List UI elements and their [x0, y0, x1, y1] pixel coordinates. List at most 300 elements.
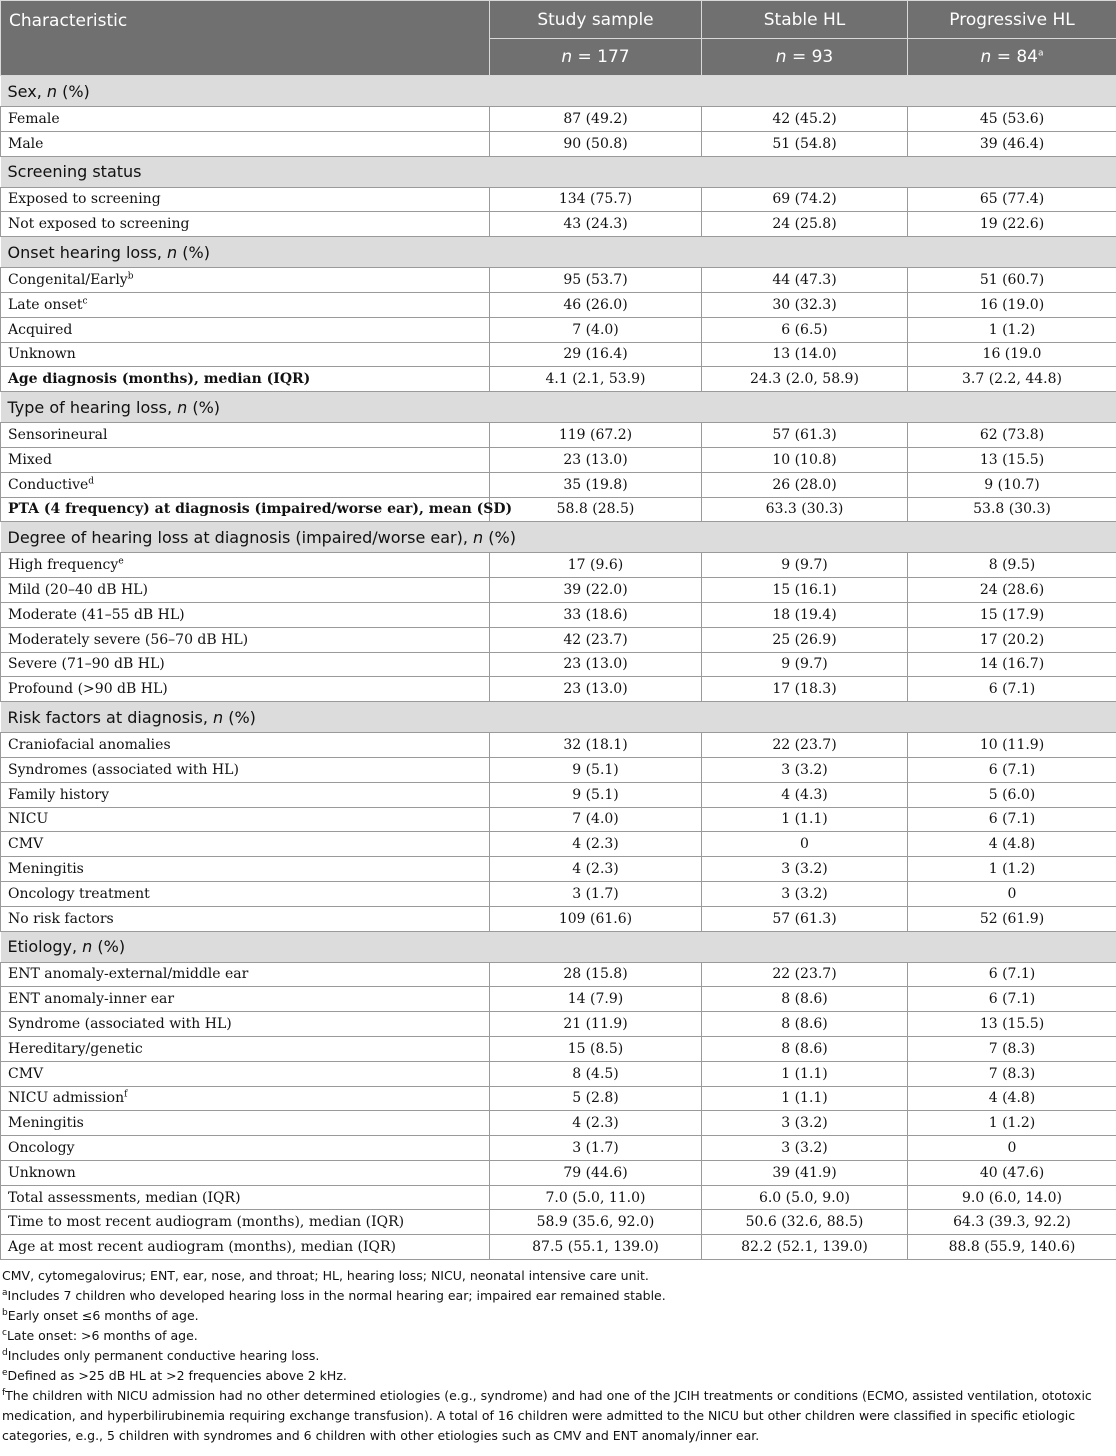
row-label-text: NICU admission	[8, 1090, 125, 1107]
section-row	[1, 76, 1116, 107]
footnote-text: Includes only permanent conductive hearing loss.	[7, 1348, 320, 1364]
section-title: Sex,	[7, 81, 47, 101]
row-label	[1, 107, 490, 132]
section-row	[1, 156, 1116, 187]
table-cell: 1 (1.1)	[702, 807, 908, 832]
section-row	[1, 522, 1116, 553]
footnote-mark: a	[1037, 48, 1044, 59]
section-italic: n	[213, 707, 224, 727]
row-label	[1, 757, 490, 782]
table-cell: 22 (23.7)	[702, 962, 908, 987]
row-label	[1, 1061, 490, 1086]
table-row	[1, 578, 1116, 603]
table-row	[1, 497, 1116, 522]
footnote-mark: c	[82, 296, 88, 307]
row-label	[1, 1185, 490, 1210]
table-cell: 42 (23.7)	[490, 627, 702, 652]
section-label	[1, 392, 1116, 423]
table-cell: 45 (53.6)	[908, 107, 1116, 132]
row-label-text: Mixed	[8, 451, 52, 468]
footnote-text: Defined as >25 dB HL at >2 frequencies above 2 kHz.	[7, 1368, 347, 1384]
table-cell: 29 (16.4)	[490, 342, 702, 367]
table-row	[1, 677, 1116, 702]
row-label-text: Syndrome (associated with HL)	[8, 1016, 232, 1032]
table-row	[1, 652, 1116, 677]
section-row	[1, 237, 1116, 268]
section-title: Degree of hearing loss at diagnosis (impaired/worse ear),	[7, 527, 474, 547]
row-label	[1, 807, 490, 832]
table-row	[1, 1160, 1116, 1185]
row-label	[1, 1235, 490, 1260]
table-row	[1, 733, 1116, 758]
row-label	[1, 782, 490, 807]
table-row	[1, 1036, 1116, 1061]
table-cell: 6.0 (5.0, 9.0)	[702, 1185, 908, 1210]
table-cell: 4 (2.3)	[490, 832, 702, 857]
section-title: Etiology,	[7, 937, 83, 957]
table-cell: 1 (1.2)	[908, 317, 1116, 342]
table-row	[1, 187, 1116, 212]
row-label	[1, 857, 490, 882]
table-cell: 50.6 (32.6, 88.5)	[702, 1210, 908, 1235]
table-cell: 9 (9.7)	[702, 652, 908, 677]
table-cell: 46 (26.0)	[490, 292, 702, 317]
row-label-text: Time to most recent audiogram (months), median (IQR)	[8, 1214, 405, 1231]
table-row	[1, 881, 1116, 906]
table-cell: 5 (2.8)	[490, 1086, 702, 1111]
footnote	[2, 1386, 1114, 1446]
header-n-count	[702, 39, 908, 76]
row-label	[1, 447, 490, 472]
row-label	[1, 292, 490, 317]
section-italic: n	[177, 397, 188, 417]
row-label-text: NICU	[8, 811, 49, 828]
table-cell: 39 (22.0)	[490, 578, 702, 603]
table-cell: 16 (19.0)	[908, 292, 1116, 317]
table-cell: 0	[908, 1136, 1116, 1161]
table-cell: 16 (19.0	[908, 342, 1116, 367]
table-cell: 8 (9.5)	[908, 553, 1116, 578]
row-label	[1, 367, 490, 392]
row-label-text: Craniofacial anomalies	[8, 737, 171, 754]
section-label	[1, 76, 1116, 107]
row-label-text: Congenital/Early	[8, 272, 128, 289]
table-cell: 14 (16.7)	[908, 652, 1116, 677]
table-cell: 4 (4.3)	[702, 782, 908, 807]
header-study-sample: Study sample	[490, 1, 702, 39]
table-cell: 40 (47.6)	[908, 1160, 1116, 1185]
table-cell: 13 (15.5)	[908, 447, 1116, 472]
table-cell: 10 (11.9)	[908, 733, 1116, 758]
footnote-mark: e	[118, 556, 124, 567]
table-cell: 28 (15.8)	[490, 962, 702, 987]
table-cell: 87 (49.2)	[490, 107, 702, 132]
table-cell: 69 (74.2)	[702, 187, 908, 212]
footnote-text: The children with NICU admission had no other determined etiologies (e.g., syndrome) and had one of the JCIH treatments or conditions (ECMO, assisted ventilation, ototoxic medication, and hyperbilirubinemia requiring exchange transfusion). A total of 16 children were admitted to the NICU but other children were classified in specific etiologic categories, e.g., 5 children with syndromes and 6 children with other etiologies such as CMV and ENT anomaly/inner ear.	[2, 1388, 1092, 1444]
table-row	[1, 367, 1116, 392]
row-label-text: Unknown	[8, 1164, 76, 1181]
row-label-text: Not exposed to screening	[8, 216, 190, 233]
table-cell: 18 (19.4)	[702, 602, 908, 627]
row-label	[1, 962, 490, 987]
table-cell: 57 (61.3)	[702, 906, 908, 931]
table-cell: 26 (28.0)	[702, 472, 908, 497]
table-cell: 23 (13.0)	[490, 652, 702, 677]
table-cell: 3 (3.2)	[702, 757, 908, 782]
table-cell: 4 (2.3)	[490, 1111, 702, 1136]
row-label-text: Male	[8, 135, 44, 152]
table-cell: 4 (4.8)	[908, 1086, 1116, 1111]
section-italic: n	[82, 937, 93, 957]
section-title: Type of hearing loss,	[7, 397, 178, 417]
table-cell: 51 (60.7)	[908, 268, 1116, 293]
table-row	[1, 757, 1116, 782]
table-row	[1, 268, 1116, 293]
row-label	[1, 652, 490, 677]
table-cell: 87.5 (55.1, 139.0)	[490, 1235, 702, 1260]
row-label	[1, 627, 490, 652]
table-row	[1, 1061, 1116, 1086]
section-italic: n	[46, 81, 57, 101]
section-label	[1, 931, 1116, 962]
table-cell: 3 (3.2)	[702, 857, 908, 882]
row-label-text: Age diagnosis (months), median (IQR)	[8, 371, 311, 388]
footnote	[2, 1286, 1112, 1306]
row-label-text: ENT anomaly-inner ear	[8, 991, 175, 1008]
table-cell: 0	[702, 832, 908, 857]
header-stable-hl: Stable HL	[702, 1, 908, 39]
row-label	[1, 553, 490, 578]
n-value: = 177	[577, 47, 630, 67]
row-label	[1, 1036, 490, 1061]
section-title: Screening status	[7, 162, 142, 182]
table-row	[1, 602, 1116, 627]
table-row	[1, 857, 1116, 882]
table-cell: 15 (16.1)	[702, 578, 908, 603]
footnote	[2, 1266, 1112, 1286]
row-label	[1, 1012, 490, 1037]
table-row	[1, 906, 1116, 931]
table-row	[1, 1111, 1116, 1136]
table-cell: 13 (14.0)	[702, 342, 908, 367]
table-cell: 8 (8.6)	[702, 987, 908, 1012]
table-cell: 44 (47.3)	[702, 268, 908, 293]
section-title: Onset hearing loss,	[7, 242, 168, 262]
row-label	[1, 987, 490, 1012]
footnote-text: Early onset ≤6 months of age.	[7, 1308, 199, 1324]
table-cell: 3 (3.2)	[702, 1111, 908, 1136]
table-cell: 109 (61.6)	[490, 906, 702, 931]
table-cell: 65 (77.4)	[908, 187, 1116, 212]
table-cell: 22 (23.7)	[702, 733, 908, 758]
row-label	[1, 578, 490, 603]
row-label-text: Moderate (41–55 dB HL)	[8, 606, 185, 623]
table-row	[1, 107, 1116, 132]
row-label	[1, 677, 490, 702]
table-header	[1, 1, 1116, 76]
header-progressive-hl: Progressive HL	[908, 1, 1116, 39]
table-cell: 95 (53.7)	[490, 268, 702, 293]
footnote-text: Includes 7 children who developed hearing loss in the normal hearing ear; impaired ear remained stable.	[7, 1288, 666, 1304]
row-label	[1, 1086, 490, 1111]
row-label	[1, 733, 490, 758]
row-label-text: ENT anomaly-external/middle ear	[8, 966, 249, 983]
section-label	[1, 237, 1116, 268]
section-title: Risk factors at diagnosis,	[7, 707, 213, 727]
table-cell: 4.1 (2.1, 53.9)	[490, 367, 702, 392]
table-cell: 3 (3.2)	[702, 1136, 908, 1161]
section-label	[1, 522, 1116, 553]
row-label-text: No risk factors	[8, 910, 114, 927]
footnote-text: CMV, cytomegalovirus; ENT, ear, nose, and throat; HL, hearing loss; NICU, neonatal intensive care unit.	[2, 1268, 649, 1284]
table-cell: 9 (5.1)	[490, 757, 702, 782]
table-cell: 53.8 (30.3)	[908, 497, 1116, 522]
n-symbol: n	[561, 47, 573, 67]
row-label-text: Conductive	[8, 476, 89, 493]
footnote	[2, 1306, 1112, 1326]
table-cell: 23 (13.0)	[490, 677, 702, 702]
row-label-text: Female	[8, 110, 60, 127]
table-row	[1, 1012, 1116, 1037]
table-cell: 6 (6.5)	[702, 317, 908, 342]
row-label-text: Total assessments, median (IQR)	[8, 1189, 241, 1206]
table-cell: 64.3 (39.3, 92.2)	[908, 1210, 1116, 1235]
section-suffix: (%)	[187, 397, 221, 417]
table-cell: 24.3 (2.0, 58.9)	[702, 367, 908, 392]
row-label	[1, 881, 490, 906]
table-cell: 57 (61.3)	[702, 423, 908, 448]
table-cell: 5 (6.0)	[908, 782, 1116, 807]
row-label-text: High frequency	[8, 557, 119, 574]
table-row	[1, 292, 1116, 317]
section-suffix: (%)	[92, 937, 126, 957]
table-cell: 39 (41.9)	[702, 1160, 908, 1185]
table-row	[1, 832, 1116, 857]
table-row	[1, 1185, 1116, 1210]
row-label-text: Sensorineural	[8, 427, 108, 444]
table-cell: 10 (10.8)	[702, 447, 908, 472]
n-symbol: n	[775, 47, 787, 67]
row-label	[1, 187, 490, 212]
table-row	[1, 627, 1116, 652]
row-label	[1, 832, 490, 857]
row-label-text: Oncology	[8, 1139, 75, 1156]
section-suffix: (%)	[57, 81, 90, 101]
table-row	[1, 962, 1116, 987]
n-symbol: n	[980, 47, 992, 67]
row-label-text: Acquired	[8, 321, 73, 338]
table-cell: 32 (18.1)	[490, 733, 702, 758]
table-cell: 17 (20.2)	[908, 627, 1116, 652]
header-n-count	[490, 39, 702, 76]
footnote-mark: b	[2, 1307, 8, 1318]
row-label-text: Meningitis	[8, 1115, 84, 1132]
footnote-mark: c	[2, 1327, 7, 1338]
footnote-mark: d	[88, 476, 95, 486]
table-cell: 6 (7.1)	[908, 807, 1116, 832]
table-cell: 15 (8.5)	[490, 1036, 702, 1061]
table-cell: 79 (44.6)	[490, 1160, 702, 1185]
table-cell: 6 (7.1)	[908, 757, 1116, 782]
section-suffix: (%)	[483, 527, 516, 547]
footnote-text: Late onset: >6 months of age.	[6, 1328, 198, 1344]
table-cell: 4 (4.8)	[908, 832, 1116, 857]
table-cell: 1 (1.2)	[908, 857, 1116, 882]
row-label	[1, 131, 490, 156]
row-label	[1, 1136, 490, 1161]
row-label	[1, 1160, 490, 1185]
table-cell: 3 (1.7)	[490, 1136, 702, 1161]
table-cell: 9 (9.7)	[702, 553, 908, 578]
table-cell: 9 (10.7)	[908, 472, 1116, 497]
row-label-text: Profound (>90 dB HL)	[8, 681, 168, 698]
section-label	[1, 702, 1116, 733]
section-suffix: (%)	[177, 242, 210, 262]
footnote	[2, 1366, 1112, 1386]
table-row	[1, 423, 1116, 448]
table-cell: 88.8 (55.9, 140.6)	[908, 1235, 1116, 1260]
table-cell: 9.0 (6.0, 14.0)	[908, 1185, 1116, 1210]
table-cell: 8 (8.6)	[702, 1036, 908, 1061]
table-cell: 6 (7.1)	[908, 987, 1116, 1012]
table-cell: 51 (54.8)	[702, 131, 908, 156]
table-cell: 24 (28.6)	[908, 578, 1116, 603]
row-label	[1, 317, 490, 342]
table-cell: 9 (5.1)	[490, 782, 702, 807]
table-cell: 134 (75.7)	[490, 187, 702, 212]
table-cell: 6 (7.1)	[908, 677, 1116, 702]
table-cell: 58.8 (28.5)	[490, 497, 702, 522]
table-row	[1, 212, 1116, 237]
section-row	[1, 931, 1116, 962]
table-cell: 17 (9.6)	[490, 553, 702, 578]
table-cell: 25 (26.9)	[702, 627, 908, 652]
table-cell: 43 (24.3)	[490, 212, 702, 237]
table-row	[1, 472, 1116, 497]
table-cell: 119 (67.2)	[490, 423, 702, 448]
row-label-text: Severe (71–90 dB HL)	[8, 656, 165, 673]
table-row	[1, 1235, 1116, 1260]
footnote-mark: a	[2, 1287, 8, 1298]
table-cell: 62 (73.8)	[908, 423, 1116, 448]
row-label	[1, 1210, 490, 1235]
table-cell: 90 (50.8)	[490, 131, 702, 156]
table-cell: 3 (3.2)	[702, 881, 908, 906]
row-label	[1, 342, 490, 367]
table-cell: 6 (7.1)	[908, 962, 1116, 987]
row-label-text: Syndromes (associated with HL)	[8, 761, 239, 778]
footnote	[2, 1346, 1112, 1366]
section-label	[1, 156, 1116, 187]
row-label	[1, 497, 513, 522]
header-n-count	[908, 39, 1116, 76]
table-row	[1, 131, 1116, 156]
row-label-text: Exposed to screening	[8, 191, 161, 208]
table-cell: 1 (1.1)	[702, 1061, 908, 1086]
table-cell: 7 (4.0)	[490, 807, 702, 832]
footnote-mark: d	[2, 1347, 8, 1358]
row-label-text: PTA (4 frequency) at diagnosis (impaired/worse ear), mean (SD)	[8, 501, 513, 518]
footnote-mark: e	[2, 1367, 8, 1378]
table-footnotes	[0, 1260, 1116, 1446]
row-label	[1, 212, 490, 237]
footnote-mark: b	[127, 271, 134, 282]
footnote-mark: f	[124, 1089, 128, 1100]
row-label-text: Oncology treatment	[8, 885, 150, 902]
table-cell: 82.2 (52.1, 139.0)	[702, 1235, 908, 1260]
table-cell: 13 (15.5)	[908, 1012, 1116, 1037]
n-value: = 93	[791, 47, 834, 67]
table-row	[1, 1086, 1116, 1111]
section-italic: n	[167, 242, 178, 262]
table-cell: 7 (8.3)	[908, 1036, 1116, 1061]
table-cell: 14 (7.9)	[490, 987, 702, 1012]
table-row	[1, 782, 1116, 807]
table-row	[1, 553, 1116, 578]
table-row	[1, 987, 1116, 1012]
table-cell: 19 (22.6)	[908, 212, 1116, 237]
table-cell: 42 (45.2)	[702, 107, 908, 132]
table-cell: 7 (8.3)	[908, 1061, 1116, 1086]
table-cell: 0	[908, 881, 1116, 906]
table-body	[1, 76, 1116, 1260]
row-label-text: CMV	[8, 1065, 44, 1082]
table-cell: 35 (19.8)	[490, 472, 702, 497]
table-cell: 3.7 (2.2, 44.8)	[908, 367, 1116, 392]
row-label	[1, 472, 490, 497]
table-cell: 15 (17.9)	[908, 602, 1116, 627]
row-label-text: Age at most recent audiogram (months), median (IQR)	[8, 1239, 397, 1256]
row-label-text: CMV	[8, 836, 44, 853]
n-value: = 84	[996, 47, 1038, 67]
table-cell: 17 (18.3)	[702, 677, 908, 702]
table-cell: 52 (61.9)	[908, 906, 1116, 931]
table-row	[1, 1210, 1116, 1235]
header-characteristic: Characteristic	[1, 1, 490, 76]
table-cell: 30 (32.3)	[702, 292, 908, 317]
table-row	[1, 317, 1116, 342]
table-cell: 3 (1.7)	[490, 881, 702, 906]
table-row	[1, 447, 1116, 472]
row-label-text: Mild (20–40 dB HL)	[8, 582, 148, 599]
table-cell: 63.3 (30.3)	[702, 497, 908, 522]
section-italic: n	[473, 527, 484, 547]
row-label	[1, 602, 490, 627]
table-cell: 8 (4.5)	[490, 1061, 702, 1086]
row-label	[1, 1111, 490, 1136]
row-label-text: Hereditary/genetic	[8, 1040, 143, 1057]
row-label	[1, 268, 490, 293]
footnote-mark: f	[2, 1387, 6, 1398]
table-row	[1, 342, 1116, 367]
table-cell: 1 (1.2)	[908, 1111, 1116, 1136]
table-cell: 4 (2.3)	[490, 857, 702, 882]
row-label	[1, 906, 490, 931]
row-label	[1, 423, 490, 448]
table-cell: 23 (13.0)	[490, 447, 702, 472]
table-cell: 33 (18.6)	[490, 602, 702, 627]
section-row	[1, 702, 1116, 733]
row-label-text: Late onset	[8, 296, 83, 313]
row-label-text: Meningitis	[8, 861, 84, 878]
row-label-text: Family history	[8, 786, 110, 803]
row-label-text: Unknown	[8, 346, 76, 363]
table-cell: 1 (1.1)	[702, 1086, 908, 1111]
table-cell: 58.9 (35.6, 92.0)	[490, 1210, 702, 1235]
table-cell: 39 (46.4)	[908, 131, 1116, 156]
table-cell: 24 (25.8)	[702, 212, 908, 237]
table-row	[1, 807, 1116, 832]
